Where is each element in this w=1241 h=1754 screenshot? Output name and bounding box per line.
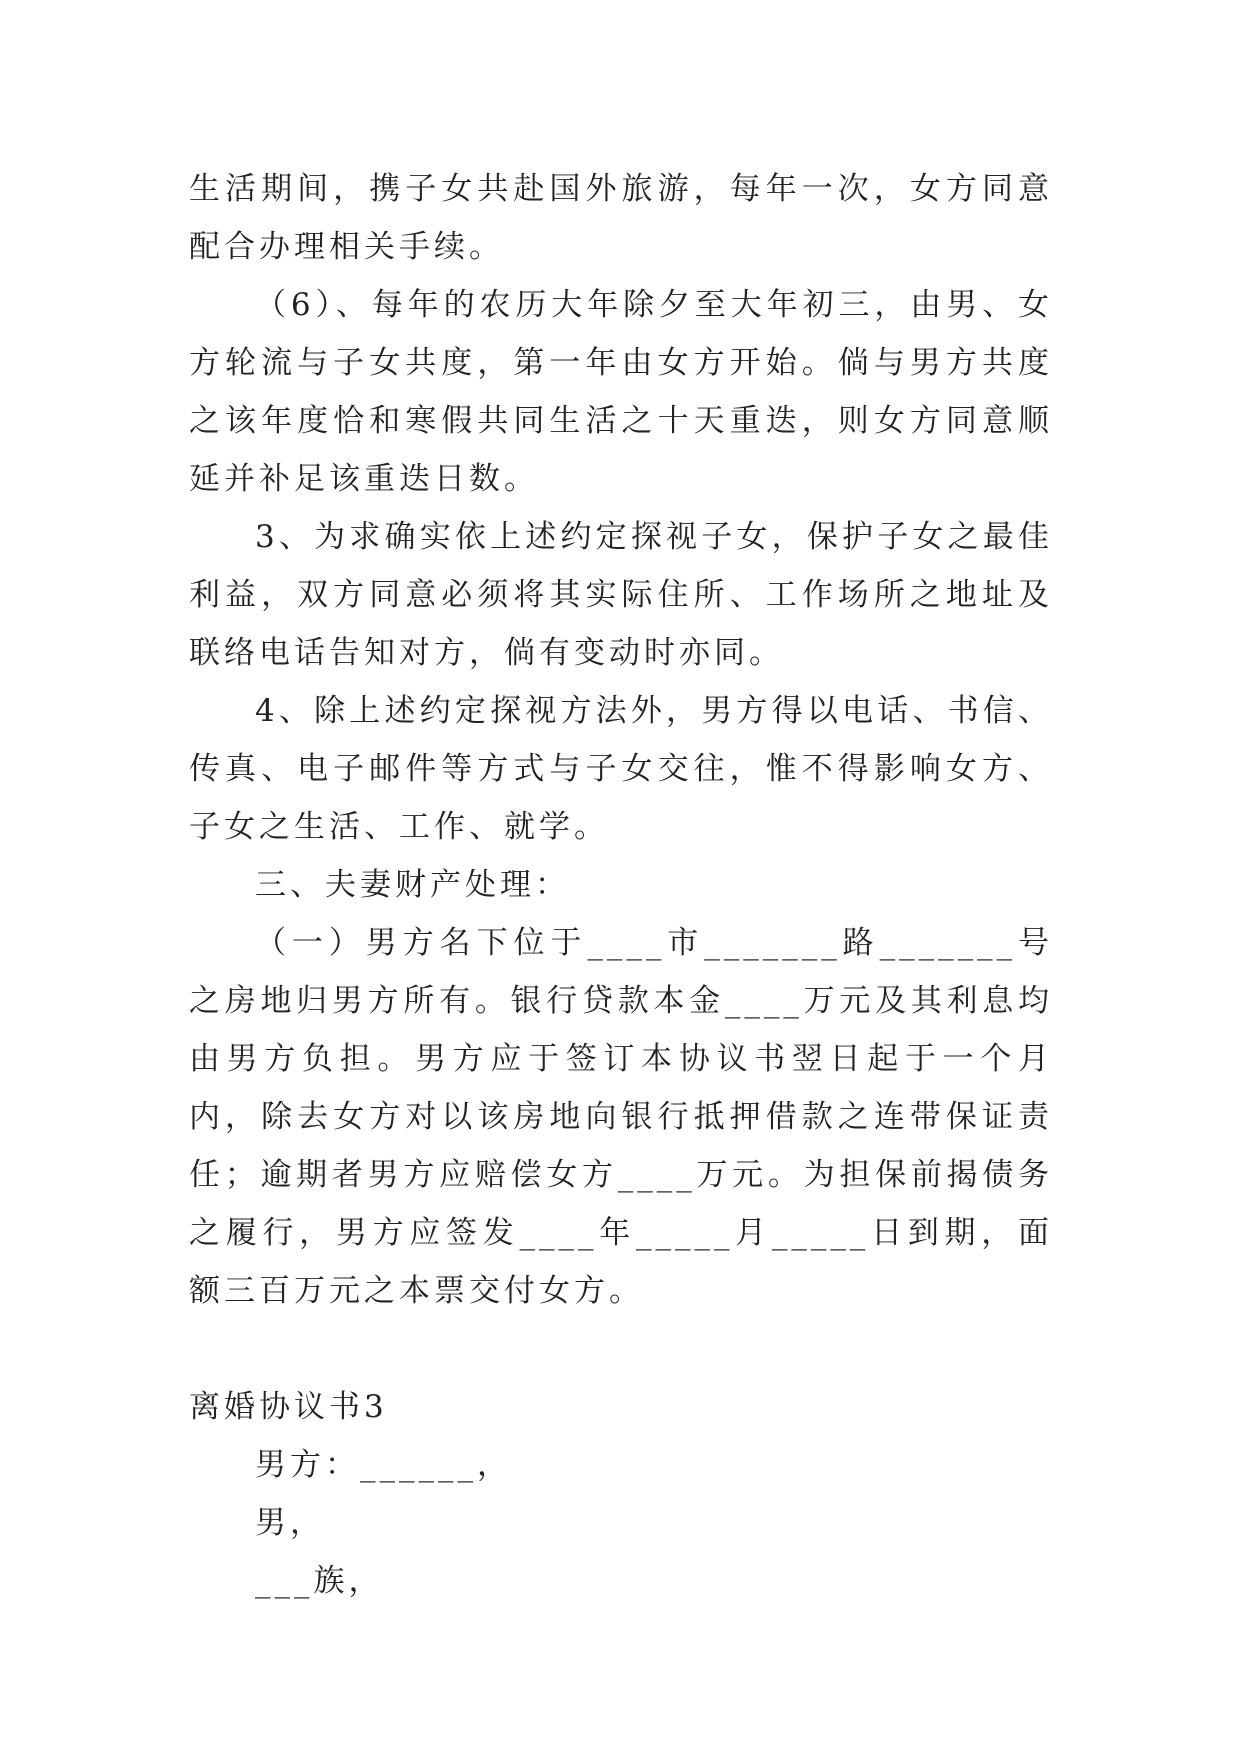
paragraph-real-estate: （一）男方名下位于____市_______路_______号之房地归男方所有。银行贷款本金____万元及其利息均由男方负担。男方应于签订本协议书翌日起于一个月内，除去女方对以该房地向银行抵押借款之连带保证责任；逾期者男方应赔偿女方____万元。为担保前揭债务之履行，男方应签发____年_____月_____日到期，面额三百万元之本票交付女方。 (189, 925, 1053, 1309)
paragraph-new-year-visitation: （6）、每年的农历大年除夕至大年初三，由男、女方轮流与子女共度，第一年由女方开始。倘与男方共度之该年度恰和寒假共同生活之十天重迭，则女方同意顺延并补足该重迭日数。 (189, 287, 1053, 497)
paragraph-contact-methods: 4、除上述约定探视方法外，男方得以电话、书信、传真、电子邮件等方式与子女交往，惟不得影响女方、子女之生活、工作、就学。 (189, 693, 1053, 845)
agreement-title: 离婚协议书3 (189, 1389, 388, 1425)
section-gap (189, 1320, 1053, 1378)
paragraph-address-notice: 3、为求确实依上述约定探视子女，保护子女之最佳利益，双方同意必须将其实际住所、工作场所之地址及联络电话告知对方，倘有变动时亦同。 (189, 519, 1053, 671)
paragraph-travel: 生活期间，携子女共赴国外旅游，每年一次，女方同意配合办理相关手续。 (189, 171, 1053, 265)
section-heading-property: 三、夫妻财产处理： (255, 867, 570, 903)
party-line-gender: 男， (255, 1505, 325, 1541)
party-line-name: 男方：______， (255, 1447, 512, 1483)
document-body (189, 160, 1053, 1610)
party-line-ethnicity: ___族， (255, 1563, 384, 1599)
